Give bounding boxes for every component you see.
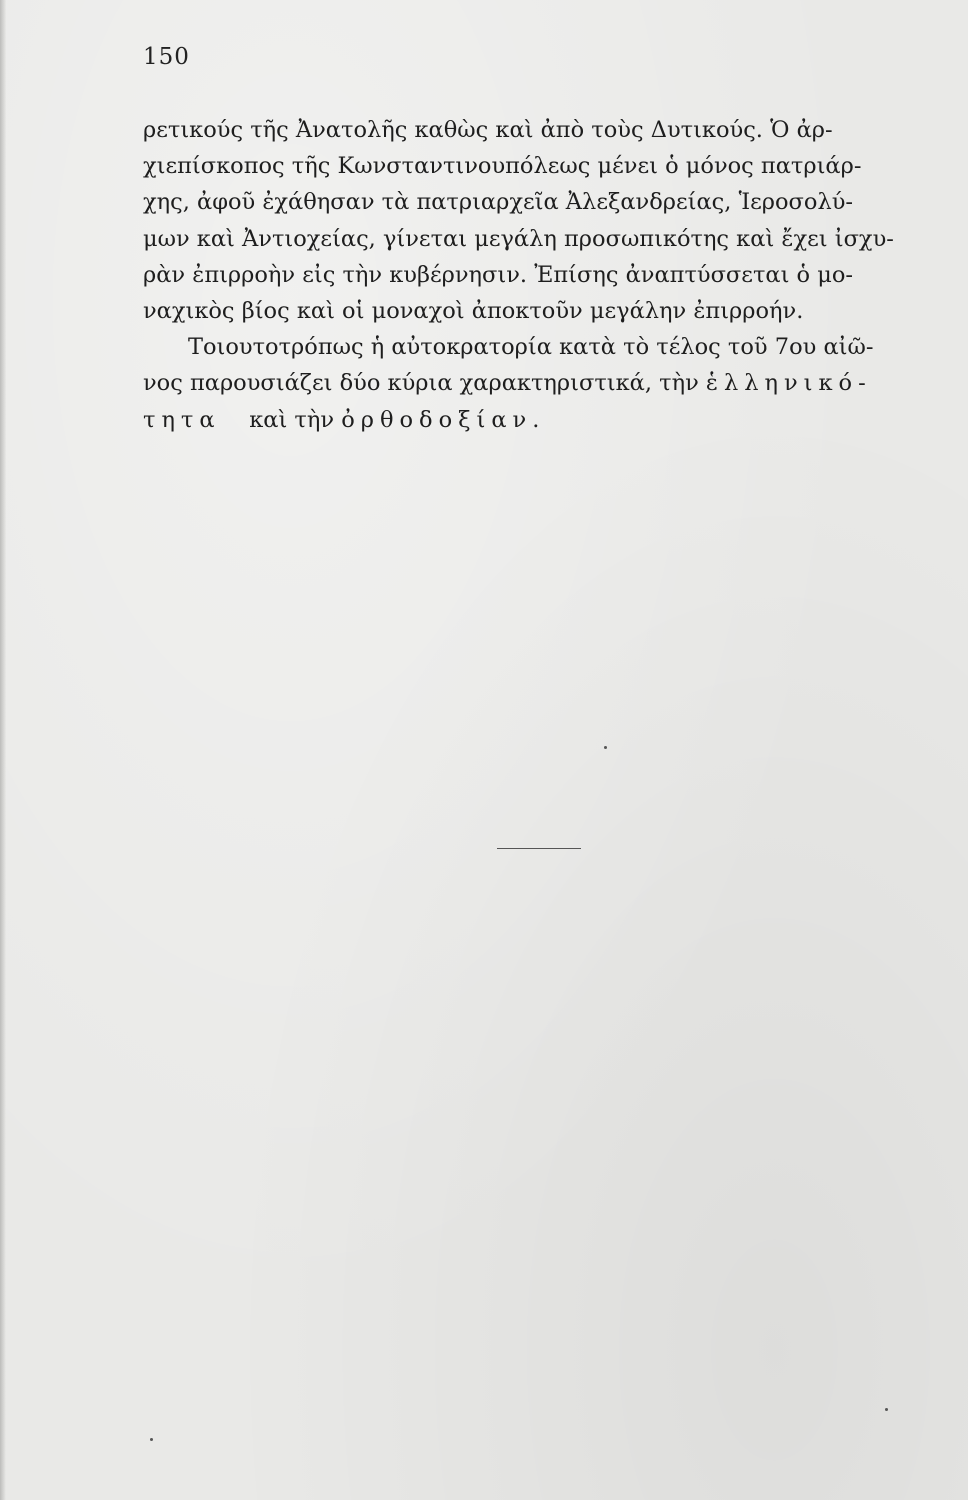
emphasized-word: τητα [143,406,221,433]
text-line [143,402,819,438]
text-line: χης, ἀφοῦ ἐχάθησαν τὰ πατριαρχεῖα Ἀλεξανδρείας, Ἱεροσολύ- [143,189,853,216]
paragraph-start-line: Τοιουτοτρόπως ἡ αὐτοκρατορία κατὰ τὸ τέλος τοῦ 7ου αἰῶ- [188,334,874,361]
text-line: ρὰν ἐπιρροὴν εἰς τὴν κυβέρνησιν. Ἐπίσης ἀναπτύσσεται ὁ μο- [143,261,854,288]
ink-speck [604,746,607,749]
ink-speck [885,1408,888,1411]
text-line: χιεπίσκοπος τῆς Κωνσταντινουπόλεως μένει ὁ μόνος πατριάρ- [143,153,862,180]
text-span: νος παρουσιάζει δύο κύρια χαρακτηριστικά, τὴν [143,370,699,397]
emphasized-word: ἑλληνικό- [705,370,872,397]
body-text [143,112,894,438]
text-span: καὶ τὴν [249,406,335,433]
emphasized-word: ὀρθοδοξίαν. [341,406,546,433]
page-number: 150 [143,44,190,70]
text-line: ρετικούς τῆς Ἀνατολῆς καθὼς καὶ ἀπὸ τοὺς Δυτικούς. Ὁ ἀρ- [143,117,833,143]
page-edge-shadow [0,0,6,1500]
text-line: ναχικὸς βίος καὶ οἱ μοναχοὶ ἀποκτοῦν μεγάλην ἐπιρροήν. [143,298,804,325]
text-line [143,365,872,401]
ink-speck [150,1438,153,1441]
text-line: μων καὶ Ἀντιοχείας, γίνεται μεγάλη προσωπικότης καὶ ἔχει ἰσχυ- [143,225,894,252]
horizontal-rule [497,848,581,849]
